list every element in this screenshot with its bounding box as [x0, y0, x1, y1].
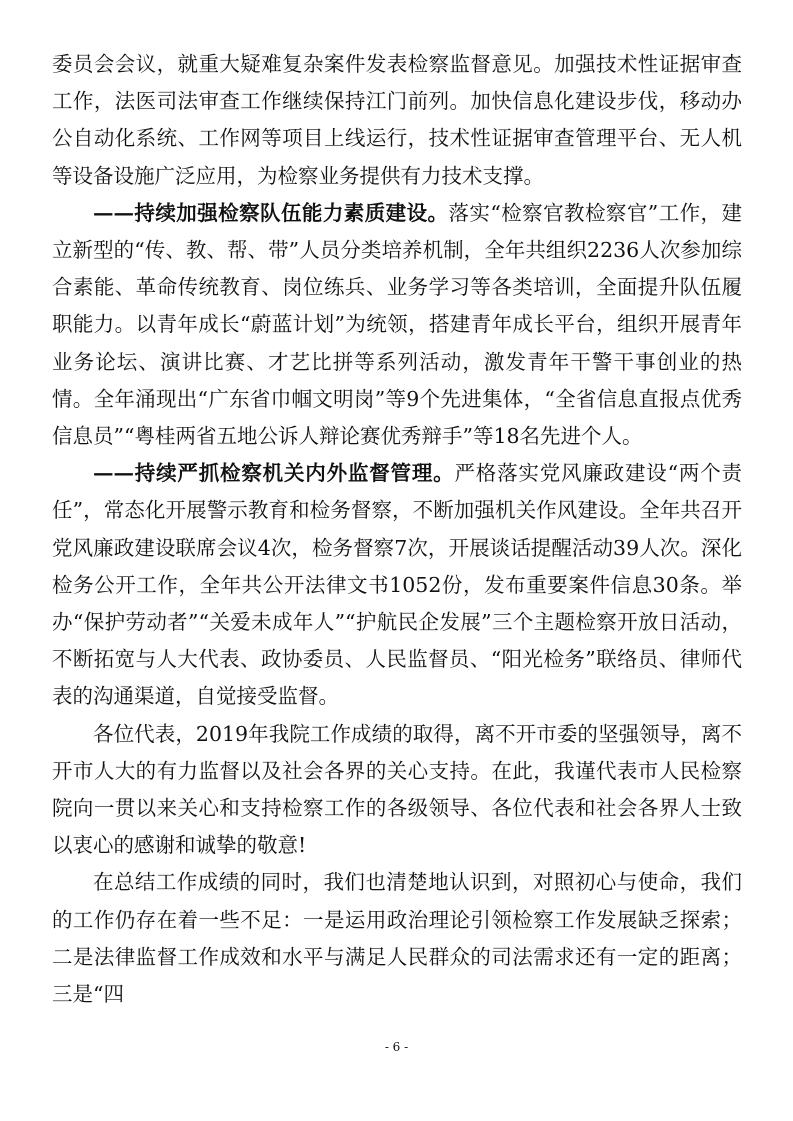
paragraph-1 — [52, 46, 742, 195]
paragraph-5-text: 在总结工作成绩的同时，我们也清楚地认识到，对照初心与使命，我们的工作仍存在着一些不足：一是运用政治理论引领检察工作发展缺乏探索；二是法律监督工作成效和水平与满足人民群众的司法需求还有一定的距离；三是“四 — [52, 870, 742, 1007]
paragraph-3 — [52, 455, 742, 715]
paragraph-4-text: 各位代表，2019年我院工作成绩的取得，离不开市委的坚强领导，离不开市人大的有力监督以及社会各界的关心支持。在此，我谨代表市人民检察院向一贯以来关心和支持检察工作的各级领导、各位代表和社会各界人士致以衷心的感谢和诚挚的敬意! — [52, 721, 742, 858]
paragraph-3-lead: ——持续严抓检察机关内外监督管理。 — [93, 461, 455, 486]
paragraph-5 — [52, 864, 742, 1013]
paragraph-4 — [52, 716, 742, 865]
paragraph-2-lead: ——持续加强检察队伍能力素质建设。 — [93, 200, 449, 225]
paragraph-2 — [52, 195, 742, 455]
document-body — [52, 46, 742, 1013]
paragraph-2-text: 落实“检察官教检察官”工作，建立新型的“传、教、帮、带”人员分类培养机制，全年共组织2236人次参加综合素能、革命传统教育、岗位练兵、业务学习等各类培训，全面提升队伍履职能力。以青年成长“蔚蓝计划”为统领，搭建青年成长平台，组织开展青年业务论坛、演讲比赛、才艺比拼等系列活动，激发青年干警干事创业的热情。全年涌现出“广东省巾帼文明岗”等9个先进集体，“全省信息直报点优秀信息员”“粤桂两省五地公诉人辩论赛优秀辩手”等18名先进个人。 — [52, 200, 742, 449]
paragraph-3-text: 严格落实党风廉政建设“两个责任”，常态化开展警示教育和检务督察，不断加强机关作风建设。全年共召开党风廉政建设联席会议4次，检务督察7次，开展谈话提醒活动39人次。深化检务公开工作，全年共公开法律文书1052份，发布重要案件信息30条。举办“保护劳动者”“关爱未成年人”“护航民企发展”三个主题检察开放日活动，不断拓宽与人大代表、政协委员、人民监督员、“阳光检务”联络员、律师代表的沟通渠道，自觉接受监督。 — [52, 461, 743, 709]
page-number: - 6 - — [384, 1040, 409, 1054]
paragraph-1-text: 委员会会议，就重大疑难复杂案件发表检察监督意见。加强技术性证据审查工作，法医司法审查工作继续保持江门前列。加快信息化建设步伐，移动办公自动化系统、工作网等项目上线运行，技术性证据审查管理平台、无人机等设备设施广泛应用，为检察业务提供有力技术支撑。 — [52, 52, 742, 188]
